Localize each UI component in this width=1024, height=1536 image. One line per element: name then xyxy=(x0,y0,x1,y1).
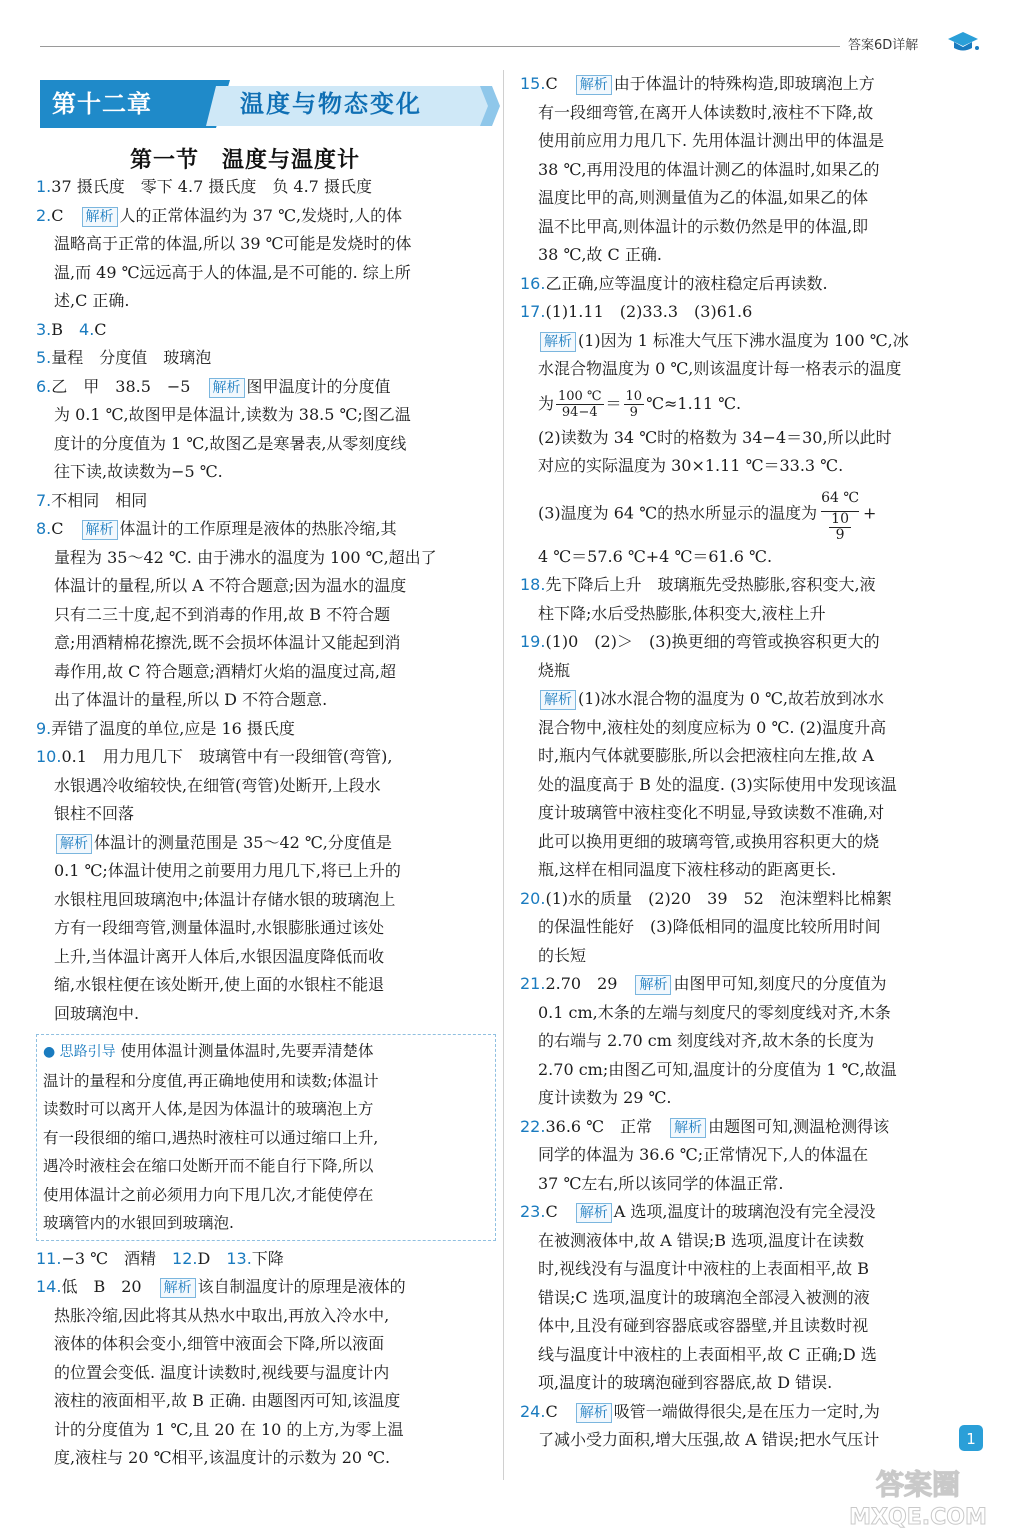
answer-15 xyxy=(520,70,980,270)
analysis-line: 缩,水银柱便在该处断开,使上面的水银柱不能退 xyxy=(54,975,385,994)
analysis-line: 38 ℃,故 C 正确. xyxy=(538,245,662,264)
analysis-line: 水混合物温度为 0 ℃,则该温度计每一格表示的温度 xyxy=(538,359,902,378)
left-column xyxy=(36,173,496,1473)
answer-23 xyxy=(520,1198,980,1398)
thinking-guide-box xyxy=(36,1034,496,1241)
tip-line: 使用体温计测量体温时,先要弄清楚体 xyxy=(120,1042,374,1060)
analysis-line: (1)冰水混合物的温度为 0 ℃,故若放到冰水 xyxy=(578,689,885,708)
right-column xyxy=(520,70,980,1455)
answer-text: 烧瓶 xyxy=(538,660,571,680)
analysis-line: 4 ℃＝57.6 ℃+4 ℃＝61.6 ℃. xyxy=(538,546,773,566)
answer-1 xyxy=(36,173,496,202)
section-title: 第一节 温度与温度计 xyxy=(130,148,361,173)
analysis-line: 度计读数为 29 ℃. xyxy=(538,1088,672,1107)
analysis-line: 混合物中,液柱处的刻度应标为 0 ℃. (2)温度升高 xyxy=(538,717,887,737)
answer-key: 低 B 20 xyxy=(61,1277,142,1296)
tip-line: 温计的量程和分度值,再正确地使用和读数;体温计 xyxy=(43,1071,379,1090)
analysis-line: 为 0.1 ℃,故图甲是体温计,读数为 38.5 ℃;图乙温 xyxy=(54,405,411,424)
analysis-line: 线与温度计中液柱的上表面相平,故 C 正确;D 选 xyxy=(538,1344,877,1364)
answer-21 xyxy=(520,970,980,1113)
analysis-line: 37 ℃左右,所以该同学的体温正常. xyxy=(538,1173,784,1193)
analysis-line: 的右端与 2.70 cm 刻度线对齐,故木条的长度为 xyxy=(538,1031,875,1050)
analysis-line: 错误;C 选项,温度计的玻璃泡全部浸入被测的液 xyxy=(538,1287,870,1307)
analysis-line: (2)读数为 34 ℃时的格数为 34−4＝30,所以此时 xyxy=(538,427,892,447)
analysis-line: 只有二三十度,起不到消毒的作用,故 B 不符合题 xyxy=(54,604,391,624)
analysis-tag: 解析 xyxy=(635,975,671,995)
q-number: 17. xyxy=(520,302,546,321)
analysis-line: 液柱的液面相平,故 B 正确. 由题图丙可知,该温度 xyxy=(54,1391,401,1410)
tip-line: 遇冷时液柱会在缩口处断开而不能自行下降,所以 xyxy=(43,1157,374,1175)
answer-text: C xyxy=(94,319,107,339)
tip-line: 使用体温计之前必须用力向下甩几次,才能使停在 xyxy=(43,1185,374,1204)
analysis-tag: 解析 xyxy=(82,207,118,227)
q-number: 18. xyxy=(520,575,546,594)
answer-24 xyxy=(520,1398,980,1455)
answer-key: 2.70 29 xyxy=(545,974,618,993)
analysis-line: 述,C 正确. xyxy=(54,291,130,310)
answer-text: 乙正确,应等温度计的液柱稳定后再读数. xyxy=(545,273,828,293)
answer-2 xyxy=(36,202,496,316)
analysis-line: 此可以换用更细的玻璃弯管,或换用容积更大的烧 xyxy=(538,831,880,851)
analysis-tag: 解析 xyxy=(576,1203,612,1223)
q-number: 5. xyxy=(36,348,52,367)
numerator: 64 ℃ xyxy=(821,485,859,512)
answer-text: −3 ℃ 酒精 xyxy=(61,1248,173,1268)
analysis-text: 为 xyxy=(538,393,555,413)
column-divider xyxy=(503,70,504,1480)
analysis-line: 由图甲可知,刻度尺的分度值为 xyxy=(673,974,887,993)
answer-text: 银柱不回落 xyxy=(54,804,135,823)
analysis-line: 意;用酒精棉花擦洗,既不会损坏体温计又能起到消 xyxy=(54,633,401,652)
analysis-line: 由于体温计的特殊构造,即玻璃泡上方 xyxy=(613,74,875,93)
q-number: 13. xyxy=(226,1248,252,1268)
analysis-line: 同学的体温为 36.6 ℃;正常情况下,人的体温在 xyxy=(538,1145,869,1164)
equals-sign: ＝ xyxy=(605,393,622,413)
analysis-line: 度计玻璃管中液柱变化不明显,导致读数不准确,对 xyxy=(538,803,885,822)
answer-5 xyxy=(36,344,496,373)
q-number: 8. xyxy=(36,519,52,538)
answer-text: 0.1 用力甩几下 玻璃管中有一段细管(弯管), xyxy=(61,747,393,766)
analysis-tag: 解析 xyxy=(540,690,576,710)
q-number: 19. xyxy=(520,632,546,651)
q-number: 4. xyxy=(79,319,95,339)
answer-text: 水银遇冷收缩较快,在细管(弯管)处断开,上段水 xyxy=(54,775,381,795)
answer-key: C xyxy=(51,519,64,538)
numerator: 10 xyxy=(625,388,643,404)
q-number: 16. xyxy=(520,273,546,293)
answer-text: 37 摄氏度 零下 4.7 摄氏度 负 4.7 摄氏度 xyxy=(51,177,372,196)
q-number: 21. xyxy=(520,974,546,993)
answer-17 xyxy=(520,298,980,571)
analysis-line: 对应的实际温度为 30×1.11 ℃＝33.3 ℃. xyxy=(538,456,844,475)
analysis-line: 体温计的量程,所以 A 不符合题意;因为温水的温度 xyxy=(54,576,407,595)
analysis-text: + xyxy=(863,503,877,522)
analysis-line: 0.1 cm,木条的左端与刻度尺的零刻度线对齐,木条 xyxy=(538,1002,891,1022)
analysis-text: (3)温度为 64 ℃的热水所显示的温度为 xyxy=(538,503,818,522)
answer-text: D xyxy=(197,1248,227,1268)
answer-key: C xyxy=(51,205,64,225)
q-number: 7. xyxy=(36,490,52,510)
answer-text: 的保温性能好 (3)降低相同的温度比较所用时间 xyxy=(538,917,881,936)
q-number: 1. xyxy=(36,177,52,196)
answer-19 xyxy=(520,628,980,885)
analysis-line: 热胀冷缩,因此将其从热水中取出,再放入冷水中, xyxy=(54,1305,390,1325)
q-number: 10. xyxy=(36,747,62,766)
answer-text: 下降 xyxy=(251,1248,284,1268)
analysis-line: 2.70 cm;由图乙可知,温度计的分度值为 1 ℃,故温 xyxy=(538,1059,897,1079)
tip-line: 有一段很细的缩口,遇热时液柱可以通过缩口上升, xyxy=(43,1128,379,1147)
analysis-tag: 解析 xyxy=(576,75,612,95)
compound-fraction xyxy=(821,485,859,543)
q-number: 23. xyxy=(520,1202,546,1221)
analysis-line: 度,液柱与 20 ℃相平,该温度计的示数为 20 ℃. xyxy=(54,1448,391,1467)
q-number: 22. xyxy=(520,1116,546,1136)
q-number: 6. xyxy=(36,376,52,396)
fraction-line xyxy=(520,485,980,543)
analysis-line: 处的温度高于 B 处的温度. (3)实际使用中发现该温 xyxy=(538,774,897,794)
tip-line: 读数时可以离开人体,是因为体温计的玻璃泡上方 xyxy=(43,1100,374,1118)
q-number: 2. xyxy=(36,205,52,225)
answer-3-4 xyxy=(36,316,496,345)
answer-key: (1)1.11 (2)33.3 (3)61.6 xyxy=(545,302,753,321)
analysis-line: 在被测液体中,故 A 错误;B 选项,温度计在读数 xyxy=(538,1230,865,1250)
analysis-line: 吸管一端做得很尖,是在压力一定时,为 xyxy=(613,1401,880,1421)
answer-text: 不相同 相同 xyxy=(51,490,148,510)
q-number: 9. xyxy=(36,718,52,738)
analysis-line: 水银柱甩回玻璃泡中;体温计存储水银的玻璃泡上 xyxy=(54,889,396,909)
analysis-line: 时,瓶内气体就要膨胀,所以会把液柱向左推,故 A xyxy=(538,746,874,765)
analysis-line: 该自制温度计的原理是液体的 xyxy=(197,1277,406,1296)
q-number: 20. xyxy=(520,888,546,908)
tip-line: 玻璃管内的水银回到玻璃泡. xyxy=(43,1214,234,1232)
analysis-line: 温度比甲的高,则测量值为乙的体温,如果乙的体 xyxy=(538,188,869,207)
fraction-line xyxy=(520,384,980,424)
analysis-line: 温,而 49 ℃远远高于人的体温,是不可能的. 综上所 xyxy=(54,262,411,282)
analysis-line: 出了体温计的量程,所以 D 不符合题意. xyxy=(54,690,328,709)
analysis-line: 度计的分度值为 1 ℃,故图乙是寒暑表,从零刻度线 xyxy=(54,433,407,453)
analysis-text: ℃≈1.11 ℃. xyxy=(646,393,742,413)
analysis-tag: 解析 xyxy=(209,378,245,398)
answer-18 xyxy=(520,571,980,628)
answer-key: C xyxy=(545,74,558,93)
thinking-guide-label: ● 思路引导 xyxy=(43,1044,116,1060)
analysis-line: 往下读,故读数为−5 ℃. xyxy=(54,462,223,481)
q-number: 11. xyxy=(36,1248,62,1268)
analysis-line: 使用前应用力甩几下. 先用体温计测出甲的体温是 xyxy=(538,131,885,150)
fraction xyxy=(556,389,604,420)
analysis-line: 瓶,这样在相同温度下液柱移动的距离更长. xyxy=(538,860,837,879)
analysis-tag: 解析 xyxy=(82,520,118,540)
analysis-line: 图甲温度计的分度值 xyxy=(246,376,391,396)
watermark-logo xyxy=(828,1462,1008,1532)
analysis-line: 液体的体积会变小,细管中液面会下降,所以液面 xyxy=(54,1334,385,1353)
answer-text: 的长短 xyxy=(538,945,587,965)
answer-key: 乙 甲 38.5 −5 xyxy=(51,376,191,396)
numerator: 100 ℃ xyxy=(558,388,602,404)
answer-text: 弄错了温度的单位,应是 16 摄氏度 xyxy=(51,718,295,738)
q-number: 12. xyxy=(172,1248,198,1268)
answer-text: (1)0 (2)＞ (3)换更细的弯管或换容积更大的 xyxy=(545,632,880,651)
page-number: 1 xyxy=(966,1430,976,1448)
analysis-line: 有一段细弯管,在离开人体读数时,液柱不下降,故 xyxy=(538,102,874,122)
answer-7 xyxy=(36,487,496,516)
page-number-badge xyxy=(958,1424,984,1452)
fraction xyxy=(624,389,645,420)
analysis-line: 温不比甲高,则体温计的示数仍然是甲的体温,即 xyxy=(538,216,869,236)
analysis-line: (1)因为 1 标准大气压下沸水温度为 100 ℃,冰 xyxy=(578,330,909,350)
answer-text: 先下降后上升 玻璃瓶先受热膨胀,容积变大,液 xyxy=(545,575,876,594)
analysis-line: 上升,当体温计离开人体后,水银因温度降低而收 xyxy=(54,946,385,966)
numerator: 10 xyxy=(831,510,849,527)
analysis-tag: 解析 xyxy=(160,1278,196,1298)
answer-key: 36.6 ℃ 正常 xyxy=(545,1116,653,1136)
analysis-line: 体温计的测量范围是 35～42 ℃,分度值是 xyxy=(94,832,392,852)
analysis-line: 计的分度值为 1 ℃,且 20 在 10 的上方,为零上温 xyxy=(54,1419,404,1439)
analysis-line: 0.1 ℃;体温计使用之前要用力甩几下,将已上升的 xyxy=(54,861,401,880)
answer-9 xyxy=(36,715,496,744)
analysis-line: 体中,且没有碰到容器底或容器壁,并且读数时视 xyxy=(538,1316,869,1335)
analysis-line: 的位置会变低. 温度计读数时,视线要与温度计内 xyxy=(54,1362,390,1382)
analysis-line: 人的正常体温约为 37 ℃,发烧时,人的体 xyxy=(119,205,403,225)
answer-key: C xyxy=(545,1202,558,1221)
analysis-line: A 选项,温度计的玻璃泡没有完全浸没 xyxy=(613,1202,876,1221)
answer-16 xyxy=(520,270,980,299)
chapter-number: 第十二章 xyxy=(52,90,152,118)
analysis-tag: 解析 xyxy=(670,1118,706,1138)
header-rule xyxy=(40,46,840,47)
header-label: 答案6D详解 xyxy=(848,38,919,53)
q-number: 24. xyxy=(520,1401,546,1421)
q-number: 15. xyxy=(520,74,546,93)
answer-10 xyxy=(36,743,496,1028)
answer-text: 量程 分度值 玻璃泡 xyxy=(51,348,212,367)
analysis-line: 由题图可知,测温枪测得该 xyxy=(708,1116,890,1136)
answer-8 xyxy=(36,515,496,715)
denominator: 9 xyxy=(835,526,845,543)
analysis-line: 方有一段细弯管,测量体温时,水银膨胀通过该处 xyxy=(54,918,385,937)
thinking-guide-label-text: 思路引导 xyxy=(59,1044,116,1060)
analysis-line: 温略高于正常的体温,所以 39 ℃可能是发烧时的体 xyxy=(54,234,412,253)
svg-text:答案圈: 答案圈 xyxy=(875,1468,961,1501)
q-number: 3. xyxy=(36,319,52,339)
analysis-tag: 解析 xyxy=(56,834,92,854)
answer-14 xyxy=(36,1273,496,1473)
answer-11-13 xyxy=(36,1245,496,1274)
q-number: 14. xyxy=(36,1277,62,1296)
analysis-line: 毒作用,故 C 符合题意;酒精灯火焰的温度过高,超 xyxy=(54,661,396,681)
analysis-line: 体温计的工作原理是液体的热胀冷缩,其 xyxy=(119,519,397,538)
answer-text: B xyxy=(51,319,80,339)
analysis-tag: 解析 xyxy=(576,1403,612,1423)
answer-text: 柱下降;水后受热膨胀,体积变大,液柱上升 xyxy=(538,603,826,623)
analysis-tag: 解析 xyxy=(540,332,576,352)
analysis-line: 了减小受力面积,增大压强,故 A 错误;把水气压计 xyxy=(538,1430,880,1449)
analysis-line: 项,温度计的玻璃泡碰到容器底,故 D 错误. xyxy=(538,1373,833,1392)
graduation-cap-icon xyxy=(946,30,980,54)
analysis-line: 量程为 35～42 ℃. 由于沸水的温度为 100 ℃,超出了 xyxy=(54,547,437,567)
analysis-line: 回玻璃泡中. xyxy=(54,1003,140,1023)
denominator: 9 xyxy=(629,404,638,420)
answer-key: C xyxy=(545,1401,558,1421)
answer-22 xyxy=(520,1113,980,1199)
answer-20 xyxy=(520,885,980,971)
answer-6 xyxy=(36,373,496,487)
denominator: 94−4 xyxy=(561,404,598,420)
fraction xyxy=(829,512,851,543)
chapter-title: 温度与物态变化 xyxy=(240,90,422,118)
answer-text: (1)水的质量 (2)20 39 52 泡沫塑料比棉絮 xyxy=(545,888,892,908)
svg-text:MXQE.COM: MXQE.COM xyxy=(849,1505,987,1530)
analysis-line: 时,视线没有与温度计中液柱的上表面相平,故 B xyxy=(538,1259,870,1278)
analysis-line: 38 ℃,再用没甩的体温计测乙的体温时,如果乙的 xyxy=(538,159,880,179)
